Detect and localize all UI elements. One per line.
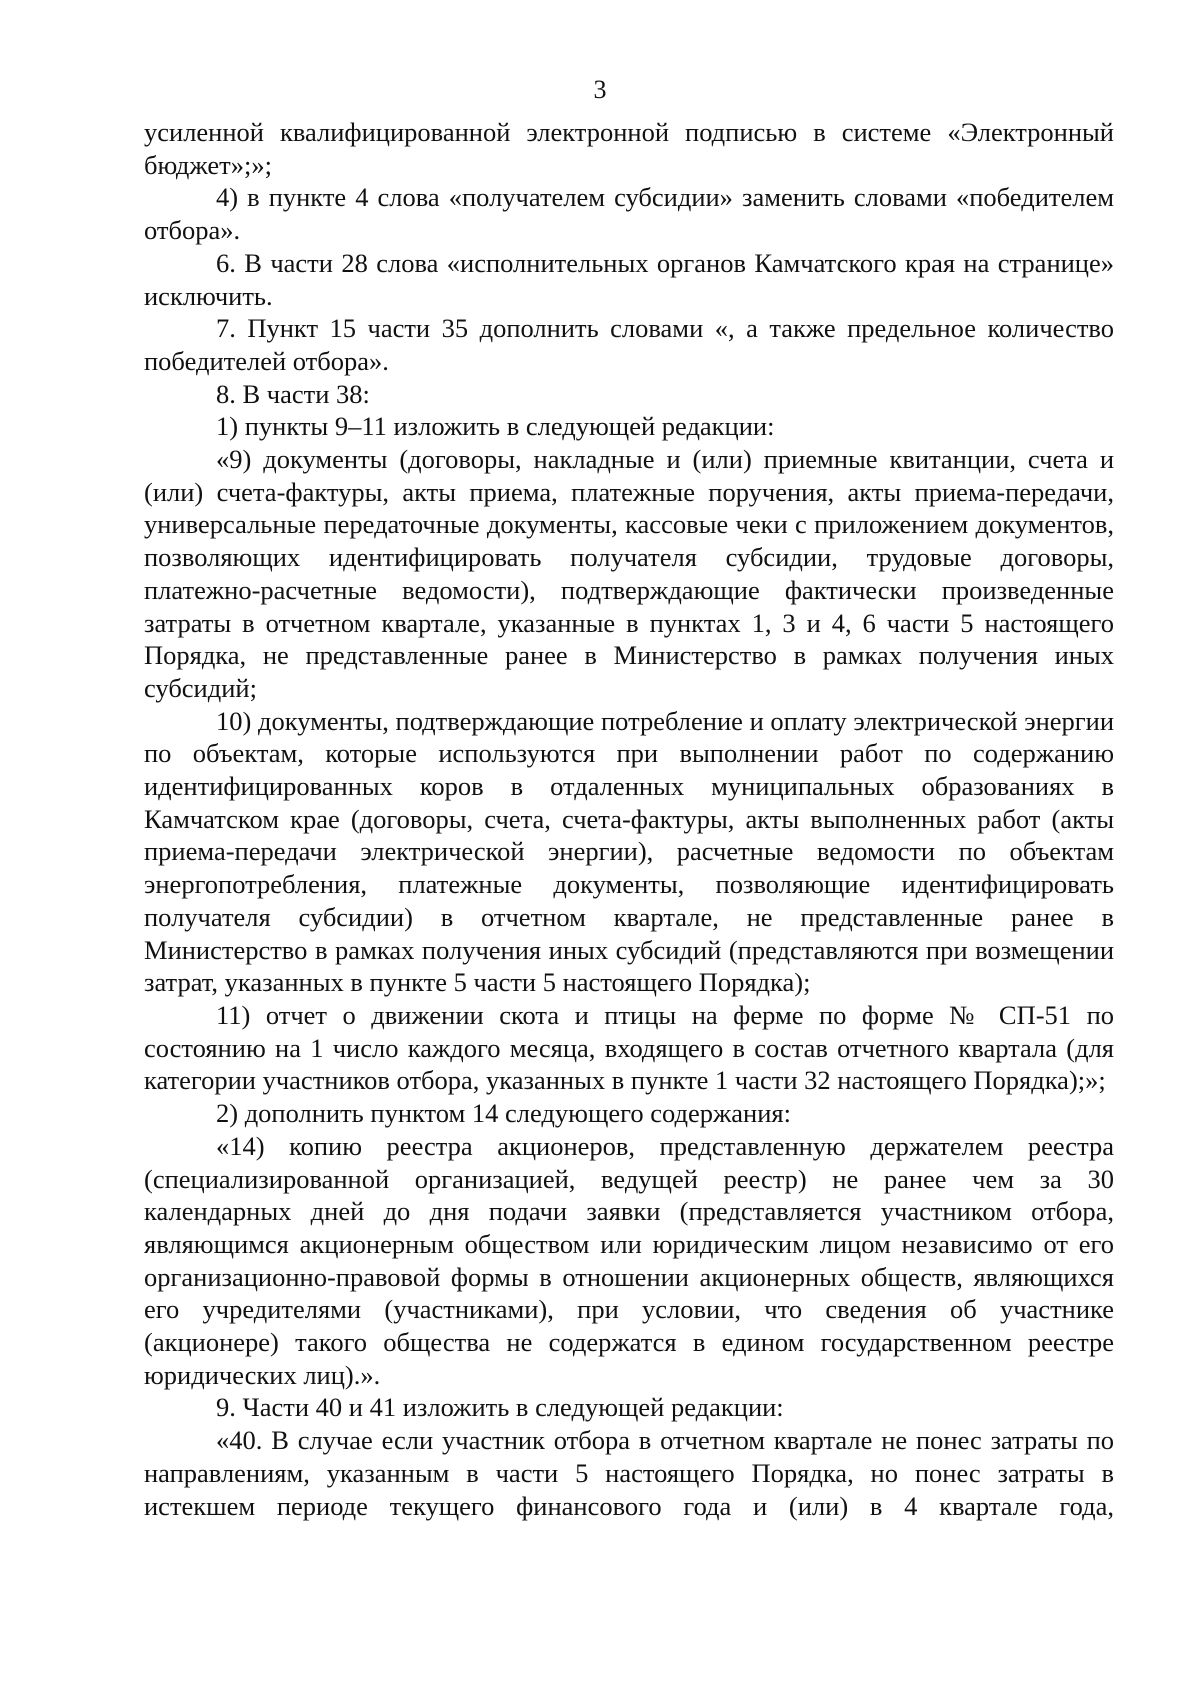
paragraph-continuation: усиленной квалифицированной электронной подписью в системе «Электронный бюджет»;»; [144,117,1114,180]
paragraph-item-4: 4) в пункте 4 слова «получателем субсидии» заменить словами «победителем отбора». [144,182,1114,246]
paragraph-part-6: 6. В части 28 слова «исполнительных органов Камчатского края на странице» исключить. [144,247,1114,311]
paragraph-item-14: «14) копию реестра акционеров, представленную держателем реестра (специализированной организацией, ведущей реестр) не ранее чем за 30 календарных дней до дня подачи заявки (представляется участником отбора, являющимся акционерным обществом или юридическим лицом независимо от его организационно-правовой формы в отношении акционерных обществ, являющихся его учредителями (участниками), при условии, что сведения об участнике (акционере) такого общества не содержатся в едином государственном реестре юридических лиц).». [144,1130,1114,1390]
paragraph-part-8-heading: 8. В части 38: [216,378,370,409]
paragraph-part-9: 9. Части 40 и 41 изложить в следующей редакции: [216,1392,784,1423]
document-body [144,116,1114,1522]
paragraph-part-7: 7. Пункт 15 части 35 дополнить словами «, а также предельное количество победителей отбора». [144,313,1114,376]
paragraph-item-9: «9) документы (договоры, накладные и (или) приемные квитанции, счета и (или) счета-фактуры, акты приема, платежные поручения, акты приема-передачи, универсальные передаточные документы, кассовые чеки с приложением документов, позволяющих идентифицировать получателя субсидии, трудовые договоры, платежно-расчетные ведомости), подтверждающие фактически произведенные затраты в отчетном квартале, указанные в пунктах 1, 3 и 4, 6 части 5 настоящего Порядка, не представленные ранее в Министерство в рамках получения иных субсидий; [144,444,1114,703]
paragraph-part-40: «40. В случае если участник отбора в отчетном квартале не понес затраты по направлениям, указанным в части 5 настоящего Порядка, но понес затраты в истекшем периоде текущего финансового года и (или) в 4 квартале года, [144,1425,1114,1521]
paragraph-item-11: 11) отчет о движении скота и птицы на ферме по форме № СП-51 по состоянию на 1 число каждого месяца, входящего в состав отчетного квартала (для категории участников отбора, указанных в пункте 1 части 32 настоящего Порядка);»; [144,999,1114,1096]
paragraph-subitem-2: 2) дополнить пунктом 14 следующего содержания: [216,1098,791,1129]
page-number: 3 [593,75,607,104]
paragraph-subitem-1: 1) пункты 9–11 изложить в следующей редакции: [216,411,775,442]
paragraph-item-10: 10) документы, подтверждающие потребление и оплату электрической энергии по объектам, которые используются при выполнении работ по содержанию идентифицированных коров в отдаленных муниципальных образованиях в Камчатском крае (договоры, счета, счета-фактуры, акты выполненных работ (акты приема-передачи электрической энергии), расчетные ведомости по объектам энергопотребления, платежные документы, позволяющие идентифицировать получателя субсидии) в отчетном квартале, не представленные ранее в Министерство в рамках получения иных субсидий (представляются при возмещении затрат, указанных в пункте 5 части 5 настоящего Порядка); [144,705,1114,998]
